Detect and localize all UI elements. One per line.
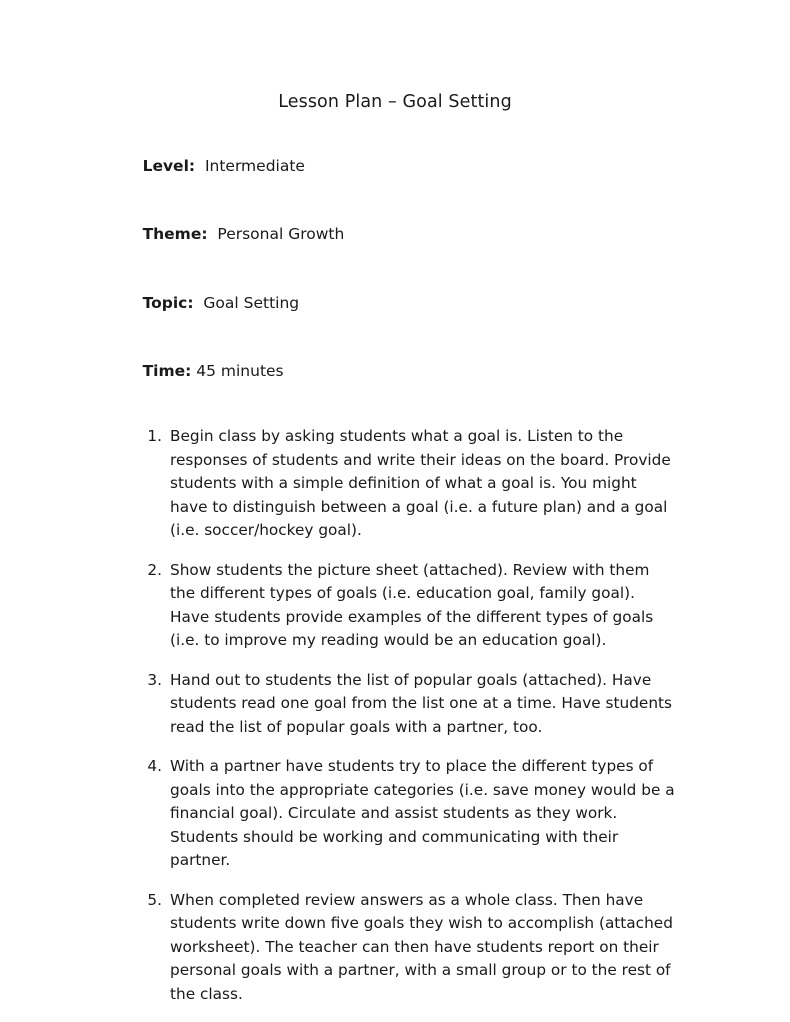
list-item xyxy=(140,889,678,1007)
list-item-number: 1. xyxy=(147,427,162,445)
list-item xyxy=(140,425,678,543)
list-item-text: Hand out to students the list of popular goals (attached). Have students read one goal from the list one at a time. Have students read the list of popular goals with a partner, too. xyxy=(170,670,672,736)
lesson-metadata xyxy=(0,143,790,395)
list-item-text: Show students the picture sheet (attached). Review with them the different types of goals (i.e. education goal, family goal). Have students provide examples of the different types of goals (i.e. to improve my reading would be an education goal). xyxy=(170,560,654,649)
metadata-label-topic: Topic: xyxy=(142,293,194,312)
metadata-row-topic xyxy=(113,280,790,327)
list-item xyxy=(140,669,678,740)
list-item xyxy=(140,559,678,653)
metadata-value-time: 45 minutes xyxy=(191,362,284,380)
metadata-value-theme: Personal Growth xyxy=(207,225,345,243)
metadata-row-theme xyxy=(113,212,790,259)
metadata-label-time: Time: xyxy=(142,362,192,380)
list-item-number: 2. xyxy=(147,560,162,579)
list-item-number: 3. xyxy=(147,670,162,689)
metadata-row-time xyxy=(113,349,790,396)
metadata-label-theme: Theme: xyxy=(142,225,208,243)
list-item-text: When completed review answers as a whole class. Then have students write down five goals they wish to accomplish (attached worksheet). The teacher can then have students report on their personal goals with a partner, with a small group or to the rest of the class. xyxy=(170,890,673,1003)
list-item-number: 4. xyxy=(147,757,162,775)
metadata-value-topic: Goal Setting xyxy=(193,293,300,312)
list-item xyxy=(140,755,678,873)
list-item-text: Begin class by asking students what a goal is. Listen to the responses of students and write their ideas on the board. Provide students with a simple definition of what a goal is. You might have to distinguish between a goal (i.e. a future plan) and a goal (i.e. soccer/hockey goal). xyxy=(170,427,671,539)
list-item-number: 5. xyxy=(147,890,162,909)
metadata-row-level xyxy=(113,143,790,190)
page-title: Lesson Plan – Goal Setting xyxy=(278,92,512,112)
lesson-steps-list xyxy=(0,425,790,1006)
metadata-value-level: Intermediate xyxy=(195,156,305,175)
list-item-text: With a partner have students try to place the different types of goals into the appropriate categories (i.e. save money would be a financial goal). Circulate and assist students as they work. Students should be working and communicating with their partner. xyxy=(170,757,675,869)
metadata-label-level: Level: xyxy=(142,156,196,175)
